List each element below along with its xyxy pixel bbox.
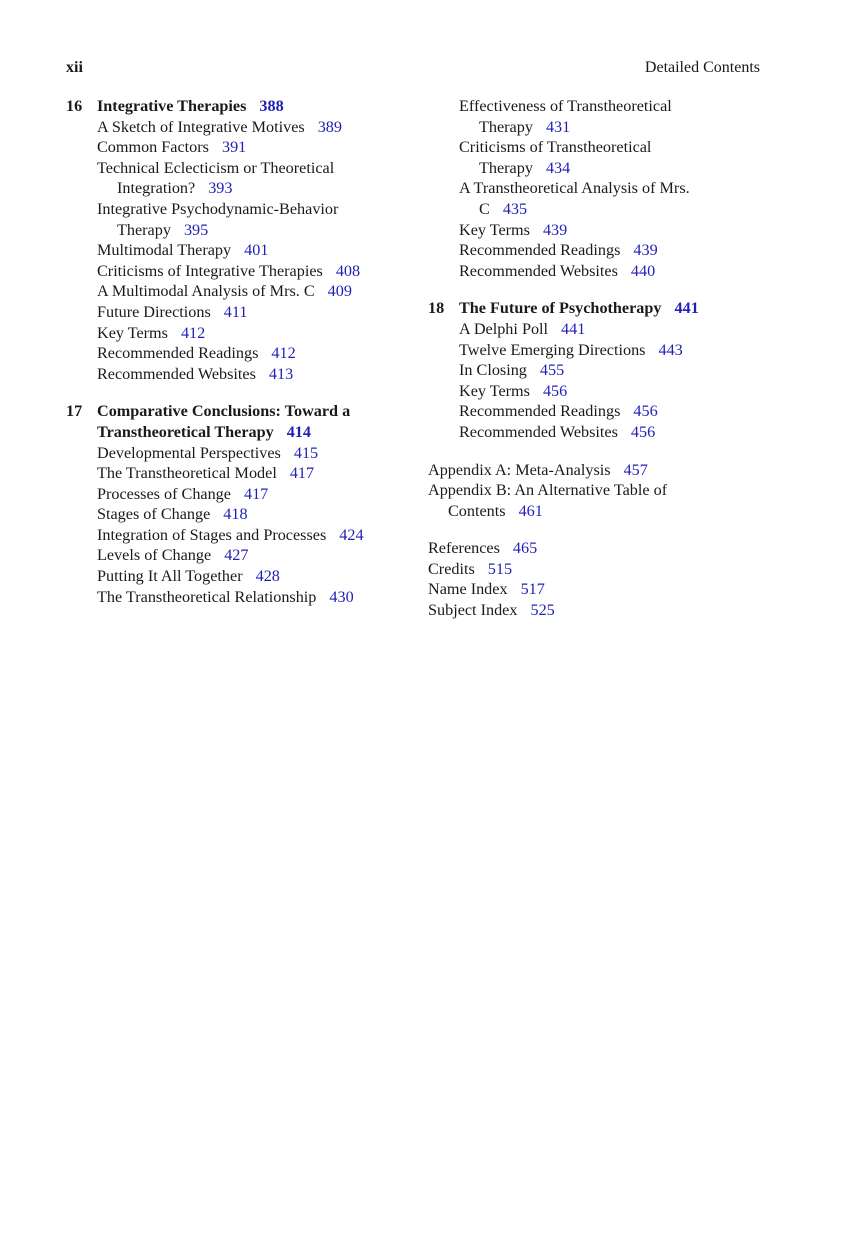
chapter-number: 17 — [66, 402, 83, 421]
toc-entry-label: Technical Eclecticism or Theoretical Integration? — [97, 158, 335, 198]
toc-entry[interactable] — [97, 566, 406, 587]
toc-entry-label: Key Terms — [97, 323, 168, 342]
toc-page-link[interactable]: 427 — [224, 546, 249, 565]
running-title: Detailed Contents — [644, 59, 760, 76]
toc-entry[interactable] — [97, 587, 406, 608]
toc-entry[interactable] — [97, 302, 406, 323]
toc-entry[interactable] — [97, 281, 406, 302]
toc-entry[interactable] — [97, 525, 406, 546]
toc-entry[interactable] — [97, 504, 406, 525]
toc-entry-label: Key Terms — [459, 381, 530, 400]
toc-page-link[interactable]: 395 — [183, 220, 209, 239]
toc-chapter-16 — [66, 96, 406, 384]
toc-entry-label: Developmental Perspectives — [97, 443, 281, 462]
toc-page-link[interactable]: 408 — [335, 261, 361, 280]
toc-entry[interactable] — [97, 364, 406, 385]
toc-entry[interactable] — [459, 381, 728, 402]
toc-entry-label: Integrative Psychodynamic-Behavior Therapy — [97, 199, 339, 239]
toc-page-link[interactable]: 435 — [502, 199, 528, 218]
toc-entries — [459, 96, 728, 281]
toc-page-link[interactable]: 457 — [623, 460, 648, 479]
toc-entry-label: Name Index — [428, 580, 508, 599]
chapter-heading[interactable] — [66, 96, 406, 117]
toc-page-link[interactable]: 456 — [630, 422, 656, 441]
toc-entry[interactable] — [97, 240, 406, 261]
chapter-number: 18 — [428, 299, 445, 318]
toc-entry[interactable] — [97, 443, 406, 464]
toc-page-link[interactable]: 424 — [339, 525, 364, 544]
toc-entry[interactable] — [459, 96, 728, 137]
toc-page-link[interactable]: 409 — [327, 282, 352, 301]
chapter-page-link[interactable]: 414 — [286, 422, 311, 441]
toc-page-link[interactable]: 456 — [633, 402, 658, 421]
toc-entry-label: Recommended Readings — [459, 402, 621, 421]
toc-entry-label: Future Directions — [97, 302, 211, 321]
toc-right-column — [428, 96, 728, 621]
toc-page-link[interactable]: 391 — [221, 138, 247, 157]
toc-back-entry[interactable] — [428, 559, 728, 580]
toc-page-link[interactable]: 411 — [223, 302, 248, 321]
toc-page-link[interactable]: 417 — [243, 484, 269, 503]
toc-entry-label: A Delphi Poll — [459, 319, 549, 338]
toc-entry-label: The Transtheoretical Model — [97, 464, 277, 483]
chapter-page-link[interactable]: 388 — [259, 97, 284, 115]
toc-page-link[interactable]: 412 — [271, 344, 296, 363]
toc-entry-label: Appendix A: Meta-Analysis — [428, 460, 611, 479]
toc-entry[interactable] — [97, 199, 406, 240]
toc-page-link[interactable]: 431 — [545, 117, 571, 136]
toc-entry-label: Subject Index — [428, 601, 518, 620]
toc-page-link[interactable]: 461 — [518, 501, 543, 520]
toc-entry-label: Levels of Change — [97, 546, 212, 565]
toc-appendix-entry[interactable] — [428, 460, 728, 481]
toc-entry-label: Stages of Change — [97, 505, 211, 524]
toc-entry[interactable] — [459, 319, 728, 340]
toc-entry-label: In Closing — [459, 361, 527, 380]
toc-entry-label: A Multimodal Analysis of Mrs. C — [97, 282, 315, 301]
toc-entry[interactable] — [97, 137, 406, 158]
chapter-number: 16 — [66, 97, 83, 115]
toc-back-entry[interactable] — [428, 600, 728, 621]
folio: xii — [66, 59, 83, 76]
toc-page-link[interactable]: 441 — [561, 319, 586, 338]
toc-entry[interactable] — [97, 484, 406, 505]
toc-entry-label: Criticisms of Integrative Therapies — [97, 261, 323, 280]
toc-entry[interactable] — [459, 360, 728, 381]
toc-entry[interactable] — [459, 240, 728, 261]
toc-page-link[interactable]: 417 — [289, 464, 315, 483]
toc-entry-label: Recommended Readings — [459, 241, 621, 260]
toc-entry[interactable] — [97, 323, 406, 344]
chapter-heading[interactable] — [66, 401, 406, 442]
toc-page-link[interactable]: 517 — [520, 580, 545, 599]
toc-entry[interactable] — [97, 343, 406, 364]
toc-page-link[interactable]: 428 — [255, 567, 280, 586]
toc-entry-label: Processes of Change — [97, 484, 231, 503]
toc-entries — [97, 117, 406, 385]
toc-appendix-entry[interactable] — [428, 480, 728, 521]
toc-page-link[interactable]: 456 — [542, 381, 568, 400]
toc-entry-label: Recommended Websites — [459, 261, 618, 280]
toc-back-entry[interactable] — [428, 538, 728, 559]
toc-entry[interactable] — [97, 117, 406, 138]
toc-back-entry[interactable] — [428, 579, 728, 600]
toc-entry-label: Integration of Stages and Processes — [97, 525, 327, 544]
section-gap — [428, 521, 728, 538]
toc-entry-label: A Sketch of Integrative Motives — [97, 117, 305, 136]
toc-chapter-17 — [66, 401, 406, 607]
toc-entry[interactable] — [459, 340, 728, 361]
toc-entry-label: A Transtheoretical Analysis of Mrs. C — [459, 179, 690, 218]
toc-page-link[interactable]: 439 — [633, 241, 658, 260]
toc-entry[interactable] — [97, 261, 406, 282]
section-gap — [428, 281, 728, 298]
page-header — [66, 59, 760, 81]
toc-entry-label: Putting It All Together — [97, 567, 243, 586]
toc-entry[interactable] — [459, 137, 728, 178]
chapter-title: The Future of Psychotherapy — [459, 299, 662, 318]
toc-page-link[interactable]: 434 — [545, 158, 571, 177]
toc-back-matter — [428, 538, 728, 620]
toc-entry[interactable] — [459, 178, 728, 219]
toc-entry-label: Recommended Readings — [97, 344, 259, 363]
toc-page-link[interactable]: 439 — [542, 220, 568, 239]
toc-entry-label: Key Terms — [459, 220, 530, 239]
toc-appendices — [428, 460, 728, 522]
toc-entry-label: Credits — [428, 559, 475, 578]
toc-page-link[interactable]: 455 — [539, 361, 565, 380]
toc-page-link[interactable]: 413 — [268, 364, 294, 383]
toc-page-link[interactable]: 412 — [180, 323, 206, 342]
toc-entry-label: The Transtheoretical Relationship — [97, 587, 317, 606]
toc-entry-label: References — [428, 539, 500, 558]
toc-page-link[interactable]: 443 — [658, 340, 683, 359]
toc-entry[interactable] — [97, 158, 406, 199]
toc-page-link[interactable]: 465 — [512, 539, 538, 558]
toc-entry-label: Common Factors — [97, 138, 209, 157]
chapter-title: Integrative Therapies — [97, 97, 247, 115]
toc-entry-label: Effectiveness of Transtheoretical Therapy — [459, 97, 672, 136]
toc-entry-label: Recommended Websites — [459, 422, 618, 441]
section-gap — [428, 443, 728, 460]
toc-entry-label: Multimodal Therapy — [97, 241, 232, 260]
toc-chapter-18 — [428, 298, 728, 442]
chapter-heading[interactable] — [428, 298, 728, 319]
toc-entries — [459, 319, 728, 443]
chapter-title: Comparative Conclusions: Toward a Transtheoretical Therapy — [97, 402, 351, 441]
toc-chapter-17-continued — [428, 96, 728, 281]
toc-page-link[interactable]: 515 — [487, 559, 513, 578]
toc-entry-label: Appendix B: An Alternative Table of Contents — [428, 481, 668, 520]
toc-page-link[interactable]: 389 — [317, 117, 342, 136]
toc-page-link[interactable]: 440 — [630, 261, 656, 280]
toc-entry-label: Twelve Emerging Directions — [459, 340, 646, 359]
toc-entry[interactable] — [459, 401, 728, 422]
toc-page-link[interactable]: 393 — [208, 179, 233, 198]
toc-left-column — [66, 96, 406, 607]
toc-page-link[interactable]: 401 — [244, 241, 269, 260]
section-gap — [66, 384, 406, 401]
toc-page-link[interactable]: 415 — [293, 443, 319, 462]
toc-entry-label: Recommended Websites — [97, 364, 256, 383]
toc-entry[interactable] — [97, 545, 406, 566]
toc-page-link[interactable]: 418 — [223, 505, 248, 524]
toc-entry[interactable] — [459, 220, 728, 241]
toc-entry[interactable] — [459, 261, 728, 282]
toc-page-link[interactable]: 525 — [530, 601, 555, 620]
chapter-page-link[interactable]: 441 — [674, 299, 699, 318]
toc-entry-label: Criticisms of Transtheoretical Therapy — [459, 138, 652, 177]
toc-entries — [97, 443, 406, 608]
toc-page-link[interactable]: 430 — [329, 587, 354, 606]
toc-entry[interactable] — [97, 463, 406, 484]
toc-entry[interactable] — [459, 422, 728, 443]
